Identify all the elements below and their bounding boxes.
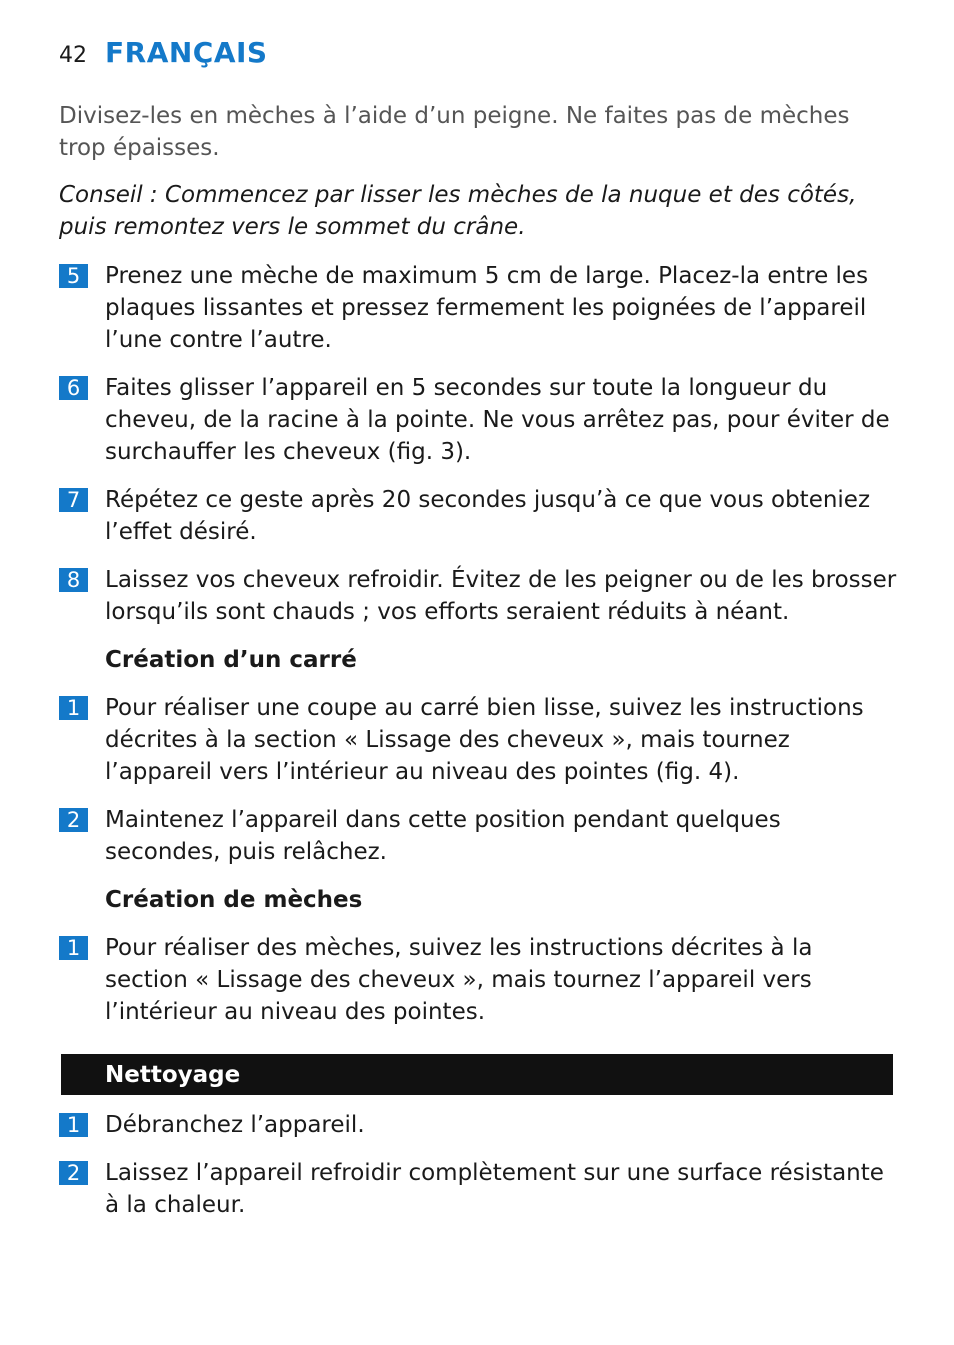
language-title: FRANÇAIS [105,36,268,69]
step-item [59,1109,899,1141]
step-number-badge: 7 [59,488,88,512]
subheading-meches: Création de mèches [105,887,363,913]
step-number-badge: 8 [59,568,88,592]
step-item [59,260,899,356]
section-bar-nettoyage [61,1054,893,1095]
step-number-badge: 2 [59,1161,88,1185]
step-item [59,564,899,628]
step-text: Pour réaliser une coupe au carré bien lisse, suivez les instructions décrites à la section « Lissage des cheveux », mais tournez l’appareil vers l’intérieur au niveau des pointes (fig. 4). [105,695,864,785]
step-number-badge: 1 [59,1113,88,1137]
step-text: Prenez une mèche de maximum 5 cm de large. Placez-la entre les plaques lissantes et pressez fermement les poignées de l’appareil l’une contre l’autre. [105,263,869,353]
subheading-carre: Création d’un carré [105,647,357,673]
step-number-badge: 5 [59,264,88,288]
step-number-badge: 2 [59,808,88,832]
step-number-badge: 6 [59,376,88,400]
page-header [59,36,268,69]
page-content [59,100,899,1237]
page-number: 42 [59,43,87,68]
tip-paragraph: Conseil : Commencez par lisser les mèches de la nuque et des côtés, puis remontez vers le sommet du crâne. [59,182,857,240]
step-text: Laissez l’appareil refroidir complètement sur une surface résistante à la chaleur. [105,1160,884,1218]
step-text: Faites glisser l’appareil en 5 secondes sur toute la longueur du cheveu, de la racine à la pointe. Ne vous arrêtez pas, pour éviter de surchauffer les cheveux (fig. 3). [105,375,890,465]
section-title: Nettoyage [105,1061,241,1088]
step-number-badge: 1 [59,936,88,960]
step-text: Pour réaliser des mèches, suivez les instructions décrites à la section « Lissage des cheveux », mais tournez l’appareil vers l’intérieur au niveau des pointes. [105,935,813,1025]
step-item [59,692,899,788]
step-text: Maintenez l’appareil dans cette position pendant quelques secondes, puis relâchez. [105,807,781,865]
intro-paragraph: Divisez-les en mèches à l’aide d’un peigne. Ne faites pas de mèches trop épaisses. [59,103,850,161]
step-item [59,804,899,868]
step-text: Répétez ce geste après 20 secondes jusqu’à ce que vous obteniez l’effet désiré. [105,487,871,545]
step-item [59,932,899,1028]
step-item [59,372,899,468]
step-text: Laissez vos cheveux refroidir. Évitez de les peigner ou de les brosser lorsqu’ils sont chauds ; vos efforts seraient réduits à néant. [105,567,897,625]
step-number-badge: 1 [59,696,88,720]
step-item [59,484,899,548]
step-item [59,1157,899,1221]
step-text: Débranchez l’appareil. [105,1112,365,1138]
